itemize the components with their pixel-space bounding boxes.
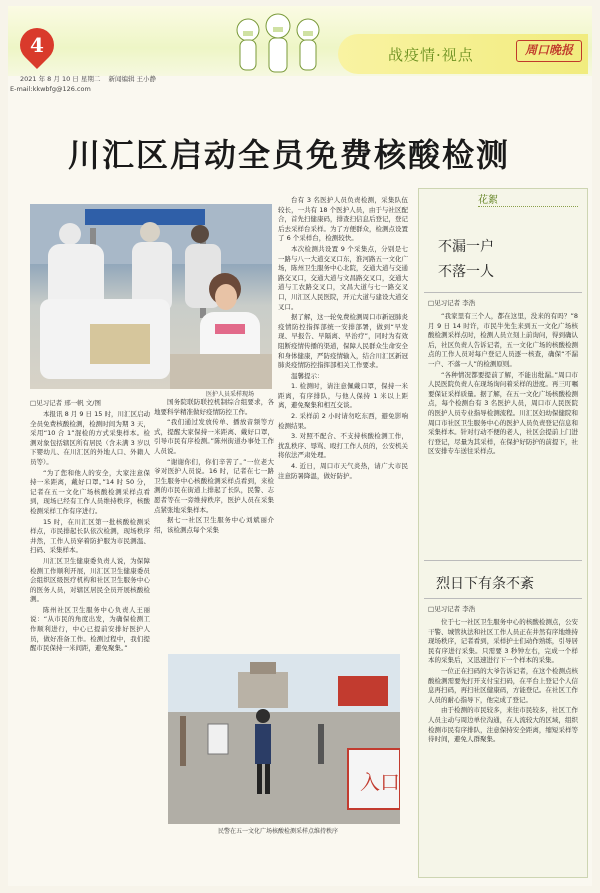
article-byline: □见习记者 邢一帆 文/图	[30, 399, 101, 407]
story1-body: “我家里有三个人，都在这里，没来的有吗？”8 月 9 日 14 时许，市民牛先生来到五一文化广场核酸检测采样点时，检测人员立刻上前询问，得到确认后，社区负责人告诉记者，五一文化广场的核酸检测点的工作人员对每户登记人员逐一核查，确保“不漏一户、不落一人”的检测原则。 “各种情况都要提前了解，不能出纰漏。”周口市人民医院负责人在现场询问着采样的进度。再三叮嘱要保证采样质量。据了解，在五一文化广场核酸检测点，每个检测台有 3 名医护人员，周口市人民医院的医护人员专业指导检测流程。川汇区妇幼保健院和周口市社区卫生服务中心的医护人员负责登记信息和采集样本。针对行动不便的老人，社区会提前上门进行登记，尽量为其采样，在保护好防护的前提下，社区安排专车送往采样点。	[428, 312, 578, 456]
divider	[424, 598, 582, 599]
newspaper-page	[8, 6, 592, 886]
story2-title: 烈日下有条不紊	[436, 576, 534, 592]
police-order-photo	[168, 654, 400, 824]
kicker-divider	[478, 206, 578, 207]
article-column-3: 台有 3 名医护人员负责检测，采集队伍较长，一共有 18 个医护人员，由于与社区配合，首先扫健康码，排查扫信息后登记，登记后去采样台采样。为了方便群众，检测点设置了 6 个采样台，检测较快。 本次检测共设置 9 个采集点，分别是七一路与八一大道交叉口东，淮河路五一文化广场，陈州卫生服务中心北院，交通大道与交通路交叉口，交通大道与文昌路交叉口，交通大道与工农路交叉口，文昌大道与七一路交叉口，川汇区人民医院，开元大道与建设大道交叉口。 据了解，这一轮免费检测周口市新冠肺炎疫情防控指挥部统一安排部署，做到“早发现、早报告、早隔离、早治疗”，同时为有效阻断疫情传播的渠道，保障人民群众生命安全和身体健康，严防疫情输入，结合川汇区新冠肺炎疫情防控指挥部相关工作要求。 温馨提示： 1. 检测时，请注意佩戴口罩，保持一米距离，有序排队，与他人保持 1 米以上距离，避免聚集和相互交谈。 2. 采样前 2 小时请勿吃东西，避免影响检测结果。 3. 对照不配合、不支持核酸检测工作，扰乱秩序、辱骂、殴打工作人员的，公安机关将依法严肃处理。 4. 近日，周口市天气炎热，请广大市民注意防暑降温，做好防护。	[278, 196, 408, 480]
photo2-caption: 民警在五一文化广场核酸检测采样点维持秩序	[218, 828, 339, 835]
page-editor: 新闻编辑 王小静	[108, 75, 157, 83]
story2-byline: □见习记者 李浩	[428, 605, 476, 613]
story1-title-line2: 不落一人	[438, 264, 494, 280]
divider	[424, 292, 582, 293]
story1-title-line1: 不漏一户	[438, 239, 494, 255]
divider	[424, 560, 582, 561]
photo1-caption: 医护人员采样现场	[206, 391, 255, 398]
contact-email[interactable]: E-mail:kkwbfg@126.com	[10, 85, 91, 93]
page-number-badge	[13, 21, 61, 69]
story1-byline: □见习记者 李浩	[428, 299, 476, 307]
svg-text:入口: 入口	[360, 772, 400, 794]
story2-body: 位于七一社区卫生服务中心的核酸检测点，公安干警、城管执法和社区工作人员正在井然有序地维持现场秩序，记者看到，采样护士们动作熟练，引导居民有序进行采集。只需要 3 秒钟左右，完成一个样本的采集后，又迅速进行下一个样本的采集。 一位正在扫码的大爷告诉记者，在这个检测点核酸检测需要先打开支付宝扫码，在平台上登记个人信息再扫码，再扫社区健康码，方能登记。在社区工作人员的耐心指导下，他完成了登记。 由于检测的市民较多，来往市民较多，社区工作人员主动与周边单位沟通，在人流较大的区域，组织检测市民有序排队，注意保持安全距离，缩短采样等待时间，避免人群聚集。	[428, 618, 578, 744]
main-headline: 川汇区启动全员免费核酸检测	[68, 136, 511, 174]
article-column-2: 国务院联防联控机制综合组要求，各地要科学精准做好疫情防控工作。 “我们通过发放传单、播放音频等方式，提醒大家保持一米距离、戴好口罩，引导市民有序检测。”陈州街道办事处工作人员说。 “谢谢你们，你们辛苦了。”一位老大爷对医护人员说。16 时，记者在七一路卫生服务中心核酸检测采样点看到，来检测的市民在街道上排起了长队，民警、志愿者等在一旁维持秩序，医护人员在采集点紧张地采集样本。 据七一社区卫生服务中心刘斌丽介绍，该检测点每个采集	[154, 398, 274, 534]
sampling-photo	[30, 204, 272, 389]
issue-date: 2021 年 8 月 10 日 星期二 新闻编辑 王小静	[20, 75, 157, 83]
doctors-illustration	[218, 10, 338, 76]
page-number: 4	[30, 33, 44, 57]
paper-logo: 周口晚报	[516, 40, 582, 62]
sidebar-kicker: 花絮	[478, 195, 498, 206]
article-column-1: 本报讯 8 月 9 日 15 时，川汇区启动全员免费核酸检测，检测时间为期 3 天，采用“10 合 1”混检的方式采集样本。检测对象包括辖区所有居民（含未满 3 岁以下婴幼儿、在川汇区的外地人口、外籍人员等）。 “为了您和他人的安全，大家注意保持一米距离，戴好口罩。”14 时 50 分，记者在五一文化广场核酸检测采样点看到，现场已经有工作人员维持秩序，核酸检测采样工作有序进行。 15 时，在川汇区第一批核酸检测采样点，市民排起长队依次检测，现场秩序井然，工作人员穿着防护服为市民测温、扫码、采集样本。 川汇区卫生健康委负责人说，为保障检测工作顺利开展，川汇区卫生健康委员会组织区级医疗机构和社区卫生服务中心的医务人员，对辖区居民全员开展核酸检测。 陈州社区卫生服务中心负责人王丽说：“从市民的角度出发，为确保检测工作顺利进行，中心已提前安排好医护人员，做好准备工作。检测过程中，我们提醒市民保持一米间距，避免聚集。”	[30, 410, 150, 653]
section-title: 战疫情·视点	[388, 46, 474, 64]
